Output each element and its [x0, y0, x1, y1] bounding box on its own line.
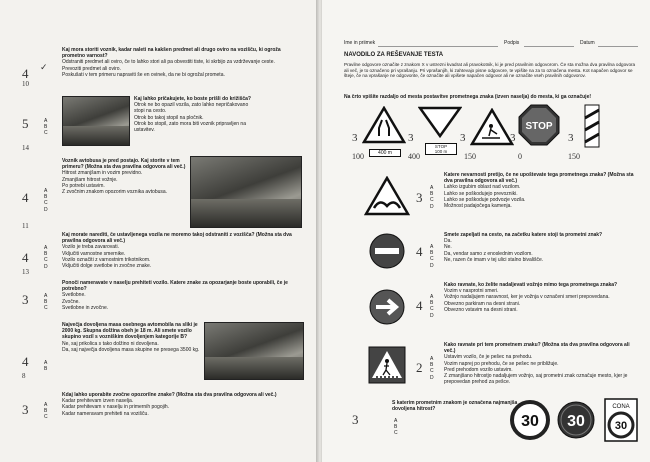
speed-limit-sign-icon	[510, 400, 550, 440]
option-c[interactable]: Obvezno parkiram na desni strani.	[444, 300, 521, 307]
option-a[interactable]: Da.	[444, 238, 452, 245]
sub-score: 8	[22, 372, 26, 380]
option-b[interactable]: Zmanjšam hitrost vožnje.	[62, 176, 118, 183]
option-d[interactable]: Z zmanjšano hitrostjo nadaljujem vožnjo, saj prometni znak označuje mesto, kjer je prepovedan prehod za pešce.	[444, 373, 628, 386]
date-line[interactable]	[598, 46, 638, 47]
signature-line[interactable]	[524, 46, 574, 47]
name-label: Ime in priimek	[344, 40, 376, 46]
instructions-title: NAVODILO ZA REŠEVANJE TESTA	[344, 52, 444, 58]
option-c[interactable]: Otrok bo stopil, zato mora biti voznik pripravljen na ustavitev.	[134, 120, 246, 134]
option-a[interactable]: Svetlobne.	[62, 292, 86, 299]
answer-letters: A B C D	[430, 294, 434, 319]
option-a[interactable]: Ustavim vozilo, če je pešec na prehodu.	[444, 354, 533, 361]
question-text: Katere nevarnosti pretijo, če ne upoštevate tega prometnega znaka? (Možna sta dva pravilna odgovora ali več.)	[444, 172, 634, 185]
sub-score: 14	[22, 144, 29, 152]
question-10	[444, 232, 634, 263]
option-a[interactable]: Otrok ne bo opazil vozila, zato lahko nepričakovano stopi na cesto.	[134, 102, 249, 115]
countdown-marker-icon	[584, 104, 600, 148]
distance-answer[interactable]: 400	[408, 152, 420, 161]
question-5	[62, 280, 302, 311]
question-text: Kdaj lahko uporabite zvočne opozorilne znake? (Možna sta dva pravilna odgovora ali več.)	[62, 392, 277, 398]
option-b[interactable]: Ne.	[444, 244, 452, 251]
svg-text:30: 30	[567, 413, 585, 430]
option-a[interactable]: Lahko izgubim oblast nad vozilom.	[444, 184, 521, 191]
bus-stop-photo	[190, 156, 302, 228]
option-a[interactable]: Hitrost zmanjšam in vozim previdno.	[62, 170, 143, 177]
question-text: Ponoči nameravate v naselju prehiteti vozilo. Katere znake za opozarjanje boste uporabili, če je potrebno?	[62, 280, 288, 293]
option-d[interactable]: Vključiti dolge svetlobe in zvočne znake.	[62, 263, 152, 270]
option-c[interactable]: Da, vendar samo z enoslednim vozilom.	[444, 250, 533, 257]
option-b[interactable]: Kadar prehitevam v naselju in primernih pogojih.	[62, 404, 170, 411]
question-text: Kaj morate narediti, če ustavljenega vozila ne moremo takoj odstraniti z vozišča? (Možna sta dva pravilna odgovora ali več.)	[62, 232, 292, 245]
option-a[interactable]: Vozilo je treba zavarovati.	[62, 244, 119, 251]
distance-answer[interactable]: 0	[518, 152, 522, 161]
answer-letters: A B C	[44, 402, 48, 421]
score: 3	[22, 292, 29, 307]
score: 3	[352, 412, 359, 427]
option-b[interactable]: Prevoziti predmet ali oviro.	[62, 65, 121, 72]
option-c[interactable]: Svetlobne in zvočne.	[62, 304, 109, 311]
answer-letters: A B C D	[44, 188, 48, 213]
question-text: Največja dovoljena masa osebnega avtomobila na sliki je 2000 kg. Skupna dolžina obeh je 18 m. Ali smete vozilo skupino vozil s vozniškim dovoljenjem kategorije B?	[62, 322, 198, 341]
score: 5	[22, 116, 29, 131]
name-line[interactable]	[378, 46, 498, 47]
score: 3	[568, 132, 574, 144]
option-a[interactable]: Odstraniti predmet ali oviro, če to lahko stori ali pa obvestiti tiste, ki skrbijo za vzdrževanje ceste.	[62, 59, 275, 66]
uneven-road-sign-icon	[364, 176, 410, 216]
score: 3	[460, 132, 466, 144]
question-text: Kaj mora storiti voznik, kadar naleti na kakšen predmet ali drugo oviro na vozišču, ki ogroža prometno varnost?	[62, 47, 281, 60]
question-6	[62, 322, 200, 353]
question-text: Na črto vpišite razdaljo od mesta postavitve prometnega znaka (izven naselja) do mesta, ki ga označuje!	[344, 94, 592, 100]
question-3	[62, 158, 187, 195]
score: 4	[22, 354, 29, 369]
svg-text:30: 30	[614, 420, 628, 432]
score: 4	[22, 250, 29, 265]
answer-letters: A B C	[44, 118, 48, 137]
option-b[interactable]: Otrok bo takoj stopil na pločnik.	[134, 114, 204, 121]
road-works-sign-icon	[470, 108, 514, 148]
car-trailer-photo	[204, 322, 304, 380]
question-text: Kako ravnate pri tem prometnem znaku? (Možna sta dva pravilna odgovora ali več.)	[444, 342, 630, 355]
question-4	[62, 232, 302, 269]
svg-text:CONA: CONA	[612, 404, 630, 410]
option-b[interactable]: Zvočne.	[62, 298, 80, 305]
question-11	[444, 282, 634, 313]
option-c[interactable]: Po potrebi ustavim.	[62, 182, 105, 189]
no-entry-sign-icon	[368, 232, 406, 270]
traffic-photo	[62, 96, 130, 146]
speed-zone-sign-icon	[604, 398, 638, 442]
left-page	[0, 0, 318, 462]
stop-distance-plate: STOP 100 m	[425, 143, 457, 155]
sub-score: 10	[22, 80, 29, 88]
option-c[interactable]: Pred prehodom vozilo ustavim.	[444, 366, 513, 373]
question-2	[134, 96, 254, 133]
minimum-speed-sign-icon	[556, 400, 596, 440]
score: 3	[408, 132, 414, 144]
option-d[interactable]: Možnost padajočega kamenja.	[444, 203, 512, 210]
date-label: Datum	[580, 40, 595, 46]
svg-text:STOP: STOP	[525, 121, 553, 132]
answer-letters: A B C	[44, 293, 48, 312]
option-a[interactable]: Kadar prehitevam izven naselja.	[62, 398, 134, 405]
option-b[interactable]: Vključiti varnostne smernike.	[62, 250, 126, 257]
question-text: Voznik avtobusa je pred postajo. Kaj storite v tem primeru? (Možna sta dva pravilna odgovora ali več.)	[62, 158, 186, 171]
svg-text:30: 30	[521, 413, 539, 430]
answer-letters: A B	[44, 360, 48, 373]
distance-answer[interactable]: 100	[352, 152, 364, 161]
score: 4	[416, 298, 423, 313]
question-text: S katerim prometnim znakom je označena najmanjša dovoljena hitrost?	[392, 400, 518, 413]
answer-letters: A B C D	[430, 185, 434, 210]
question-text: Smete zapeljati na cesto, na začetku katere stoji ta prometni znak?	[444, 232, 603, 238]
question-text: Kako ravnate, ko želite nadaljevati vožnjo mimo tega prometnega znaka?	[444, 282, 618, 288]
mandatory-direction-sign-icon	[368, 288, 406, 326]
score: 3	[22, 402, 29, 417]
question-7	[62, 392, 302, 417]
score: 4	[416, 244, 423, 259]
question-text: Kaj lahko pričakujete, ko boste prišli do križišča?	[134, 96, 251, 102]
sub-score: 13	[22, 268, 29, 276]
option-c[interactable]: Lahko se poškoduje podvozje vozila.	[444, 196, 526, 203]
option-c[interactable]: Vozilo označiti z varnostnim trikotnikom.	[62, 256, 151, 263]
option-d[interactable]: Z zvočnim znakom opozorim voznika avtobusa.	[62, 189, 168, 196]
score: 4	[22, 66, 29, 81]
question-9	[444, 172, 634, 209]
signature-label: Podpis	[504, 40, 520, 46]
pedestrian-crossing-sign-icon	[368, 346, 406, 384]
sub-score: 11	[22, 222, 29, 230]
option-b[interactable]: Vozim naprej po prehodu, če se pešec ne približuje.	[444, 360, 559, 367]
option-a[interactable]: Ne, saj prikolica s tako dolžino ni dovoljena.	[62, 340, 159, 347]
distance-answer[interactable]: 150	[568, 152, 580, 161]
road-narrows-sign-icon	[362, 106, 406, 154]
option-d[interactable]: Obvezno vstavim na desni strani.	[444, 306, 518, 313]
stop-sign-icon	[518, 104, 560, 146]
distance-answer[interactable]: 150	[464, 152, 476, 161]
answer-letters: A B C D	[44, 245, 48, 270]
option-b[interactable]: Da, saj največja dovoljena masa skupine ne presega 3500 kg.	[62, 346, 200, 353]
option-a[interactable]: Vozim v nasprotni smeri.	[444, 288, 499, 295]
option-c[interactable]: Poskušati v tem primeru napraviti še en ovinek, da ne bi ogrožal prometa.	[62, 71, 225, 78]
distance-plate: 400 m	[369, 149, 401, 157]
score: 3	[416, 190, 423, 205]
option-c[interactable]: Kadar nameravam prehiteti na vozišču.	[62, 410, 149, 417]
question-8	[344, 94, 644, 100]
question-12	[444, 342, 634, 385]
option-b[interactable]: Lahko se poškodujejo prevozniki.	[444, 190, 518, 197]
score: 3	[510, 132, 516, 144]
answer-letters: A B C	[394, 418, 398, 437]
score: 2	[416, 360, 423, 375]
give-way-sign-icon	[418, 106, 462, 154]
score: 4	[22, 190, 29, 205]
instructions-text: Pravilne odgovore označite z znakom X v ustrezni kvadrat ali pravokotnik, ki je pred pravilnim odgovorom. Če sta možna dva pravilna odgovora ali več, je to označeno pri vprašanju. Pri vprašanjih, ki zahtevajo pisne odgovore, te vpišite na za to označena mesta. Kot napačen odgovor se šteje, če na vprašanje ne odgovorite, če označite ali vpišete napačen odgovor ali ne označite vseh pravilnih odgovorov.	[344, 62, 636, 79]
option-b[interactable]: Vožnjo nadaljujem naravnost, ker je vožnja v označeni smeri prepovedana.	[444, 294, 610, 301]
option-d[interactable]: Ne, razen če imam v tej ulici stalno bivališče.	[444, 256, 544, 263]
score: 3	[352, 132, 358, 144]
question-1	[62, 47, 302, 78]
answer-letters: A B C D	[430, 244, 434, 269]
check-mark: ✓	[40, 62, 48, 72]
right-page	[322, 0, 650, 462]
answer-letters: A B C D	[430, 356, 434, 381]
